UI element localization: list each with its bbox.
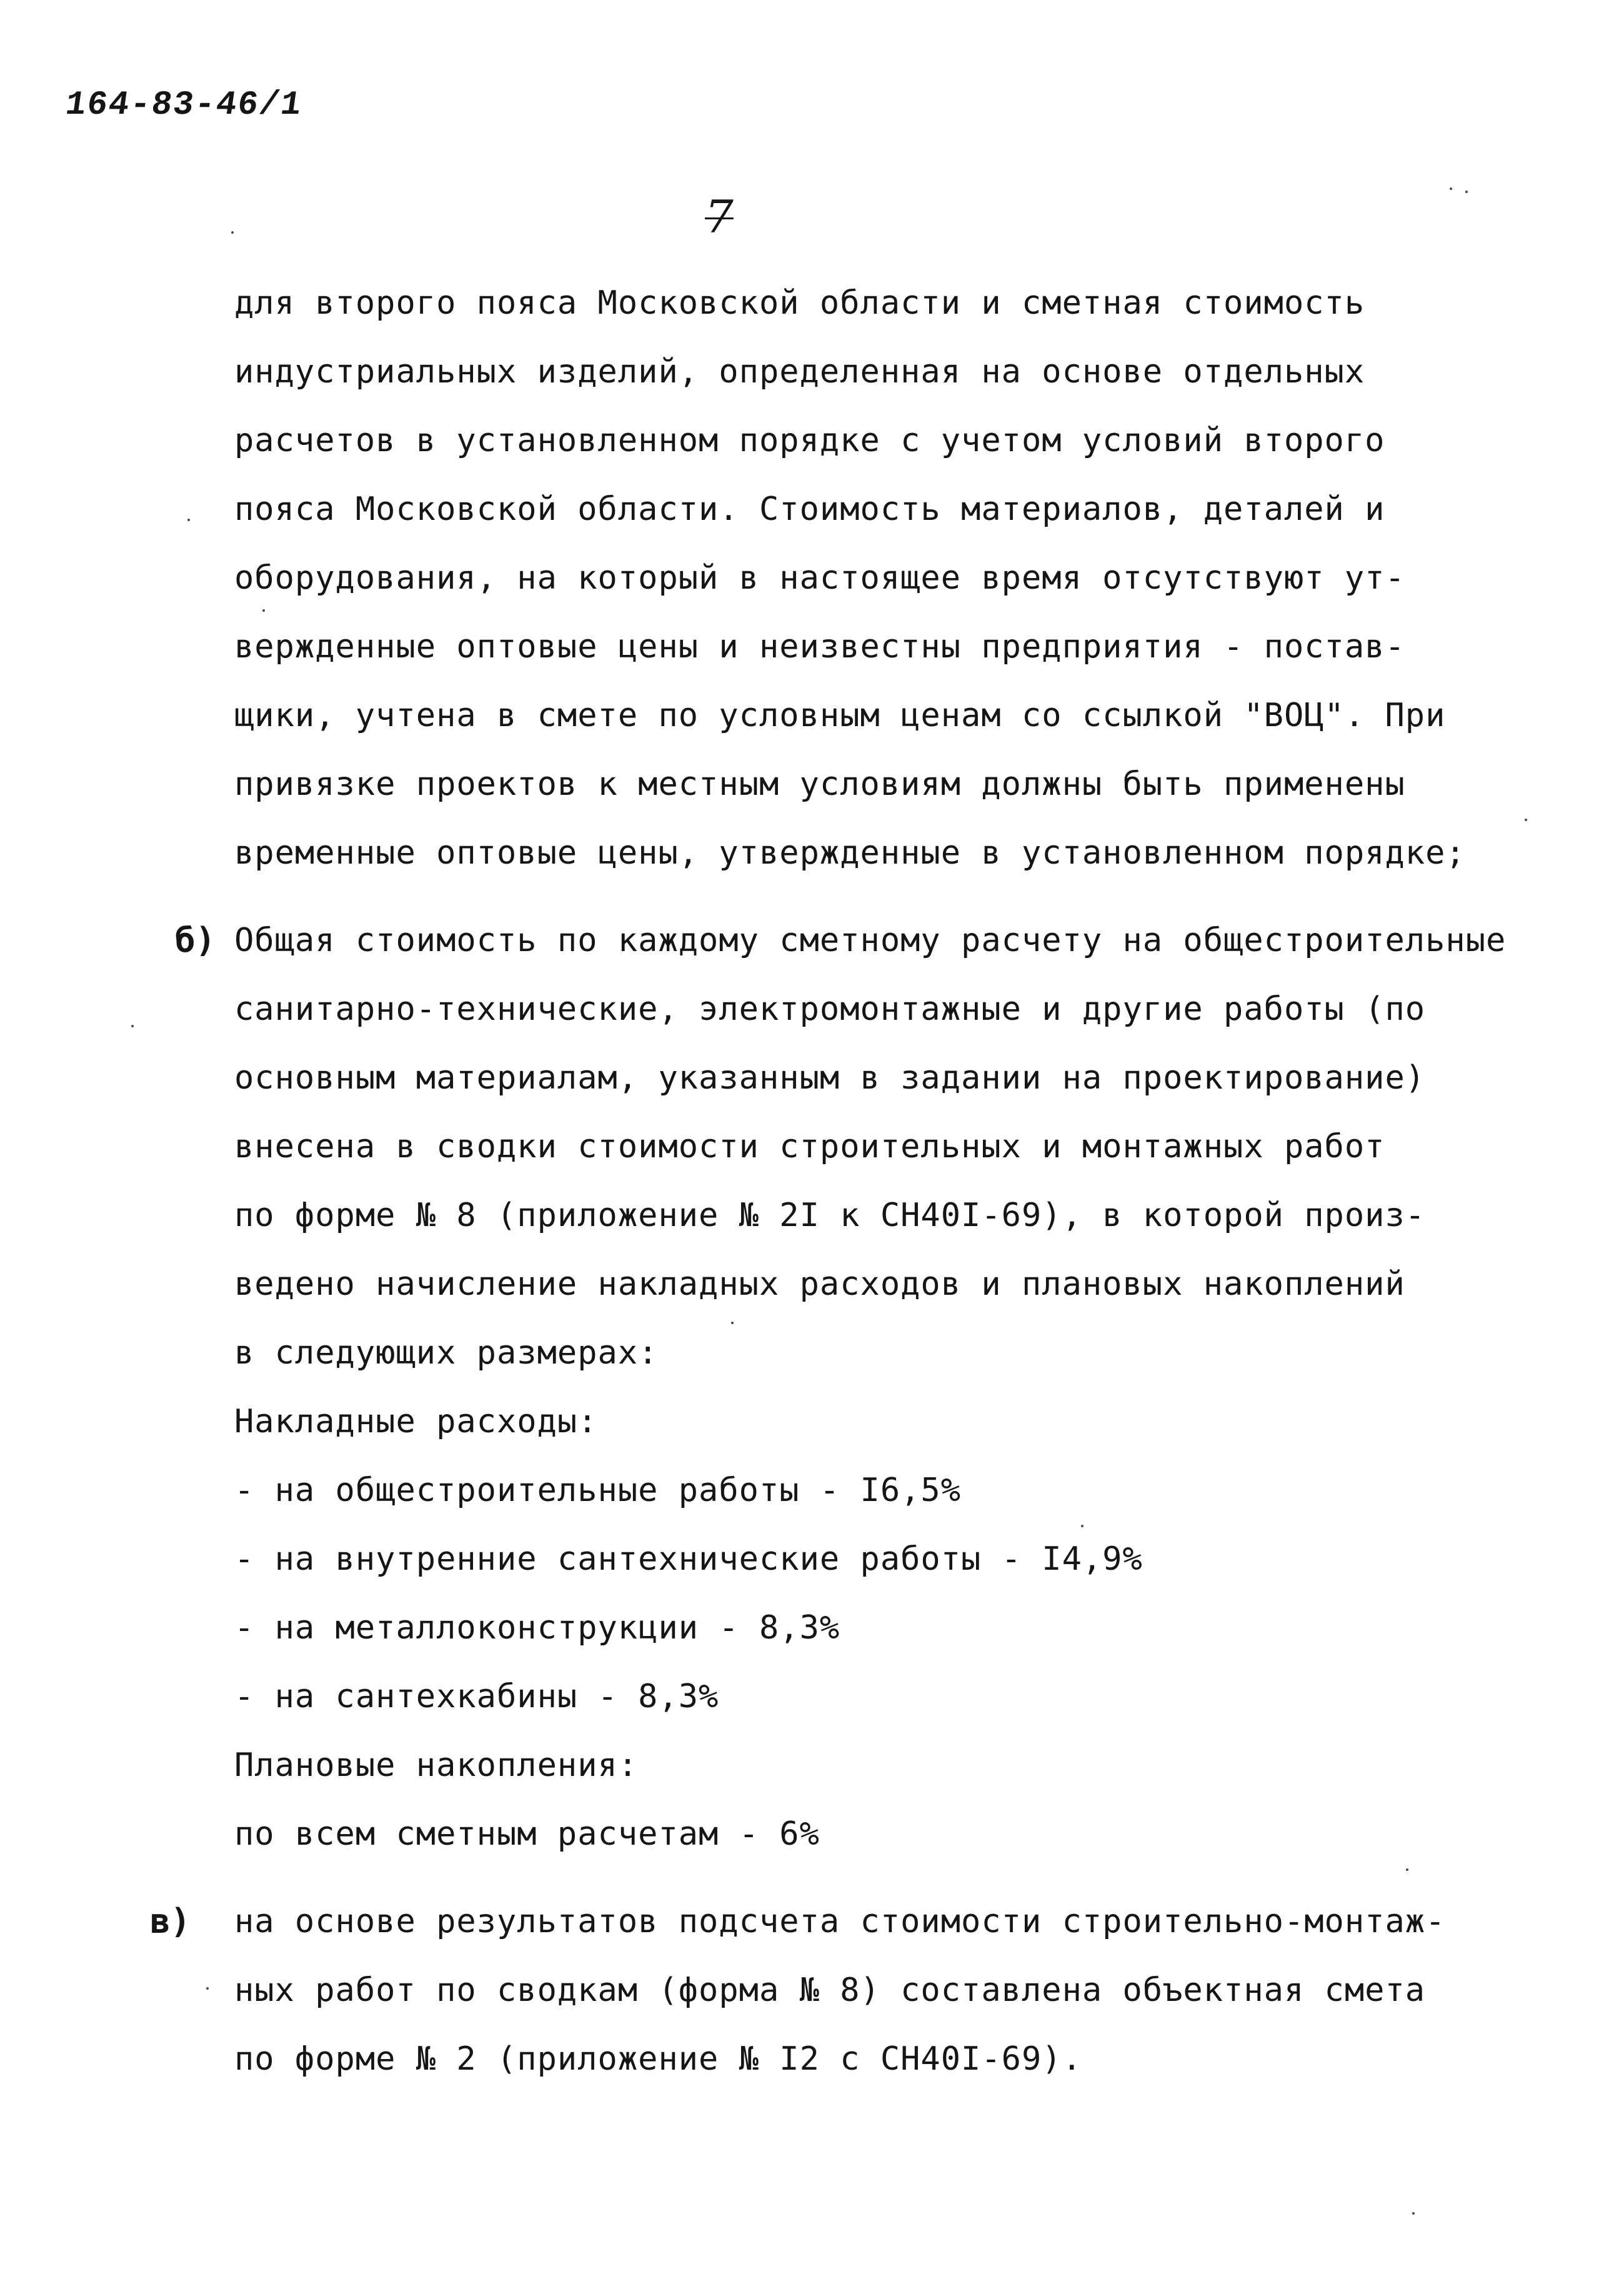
list-marker: в) xyxy=(150,1902,191,1941)
scan-speck xyxy=(1450,187,1452,190)
list-marker: б) xyxy=(175,920,216,960)
paragraph-line: щики, учтена в смете по условным ценам со ссылкой "ВОЦ". При xyxy=(234,697,1446,734)
overhead-heading: Накладные расходы: xyxy=(234,1403,598,1440)
overhead-item: - на сантехкабины - 8,3% xyxy=(234,1678,719,1715)
document-code: 164-83-46/1 xyxy=(62,86,305,124)
scan-speck xyxy=(231,231,234,234)
paragraph-line: привязке проектов к местным условиям должны быть применены xyxy=(234,765,1405,803)
scan-speck xyxy=(1412,2212,1415,2215)
paragraph-line: ных работ по сводкам (форма № 8) составлена объектная смета xyxy=(234,1972,1426,2009)
page-number: 7 xyxy=(705,191,734,243)
scan-speck xyxy=(1406,1868,1408,1871)
paragraph-line: ведено начисление накладных расходов и плановых накоплений xyxy=(234,1265,1405,1303)
paragraph-line: Общая стоимость по каждому сметному расчету на общестроительные xyxy=(234,922,1507,959)
paragraph-line: в следующих размерах: xyxy=(234,1334,659,1372)
savings-line: по всем сметным расчетам - 6% xyxy=(234,1815,820,1853)
scan-speck xyxy=(1081,1525,1083,1527)
paragraph-line: для второго пояса Московской области и сметная стоимость xyxy=(234,284,1365,322)
paragraph-line: расчетов в установленном порядке с учетом условий второго xyxy=(234,422,1385,459)
scan-speck xyxy=(1525,819,1527,821)
scan-speck xyxy=(131,1025,134,1027)
paragraph-line: по форме № 2 (приложение № I2 с СН40I-69). xyxy=(234,2040,1082,2078)
savings-heading: Плановые накопления: xyxy=(234,1747,639,1784)
overhead-item: - на внутренние сантехнические работы - I4,9% xyxy=(234,1540,1143,1578)
scan-speck xyxy=(731,1322,734,1324)
paragraph-line: индустриальных изделий, определенная на основе отдельных xyxy=(234,353,1365,391)
scan-speck xyxy=(187,519,190,521)
paragraph-line: по форме № 8 (приложение № 2I к СН40I-69), в которой произ- xyxy=(234,1197,1426,1234)
scan-speck xyxy=(1465,191,1468,193)
paragraph-line: вержденные оптовые цены и неизвестны предприятия - постав- xyxy=(234,628,1405,666)
overhead-item: - на металлоконструкции - 8,3% xyxy=(234,1609,840,1647)
paragraph-line: основным материалам, указанным в задании на проектирование) xyxy=(234,1059,1426,1097)
paragraph-line: санитарно-технические, электромонтажные и другие работы (по xyxy=(234,990,1426,1028)
paragraph-line: пояса Московской области. Стоимость материалов, деталей и xyxy=(234,491,1385,528)
paragraph-line: временные оптовые цены, утвержденные в установленном порядке; xyxy=(234,834,1466,872)
paragraph-line: оборудования, на который в настоящее время отсутствуют ут- xyxy=(234,559,1405,597)
overhead-item: - на общестроительные работы - I6,5% xyxy=(234,1472,962,1509)
paragraph-line: внесена в сводки стоимости строительных и монтажных работ xyxy=(234,1128,1385,1165)
scan-speck xyxy=(262,609,265,612)
paragraph-line: на основе результатов подсчета стоимости строительно-монтаж- xyxy=(234,1903,1446,1940)
scan-speck xyxy=(206,1987,209,1990)
